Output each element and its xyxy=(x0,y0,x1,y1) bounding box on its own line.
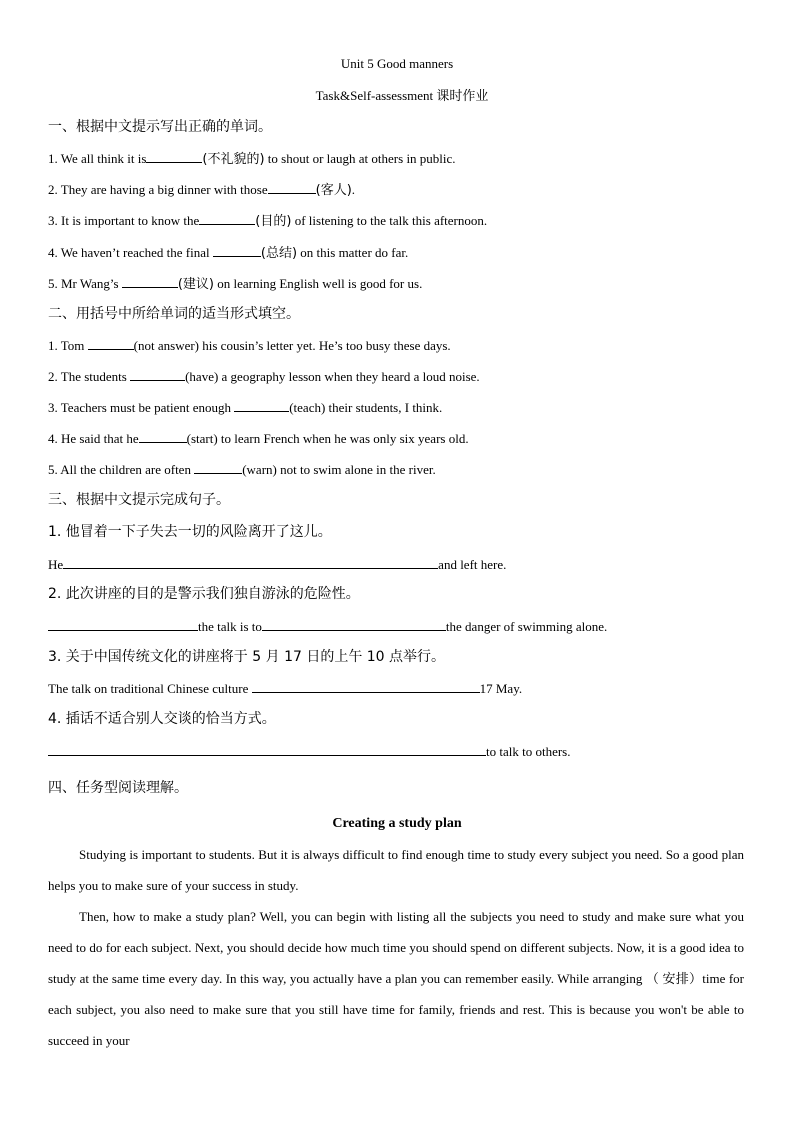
s1-item-4 xyxy=(48,243,408,263)
s1-item-5-post: on learning English well is good for us. xyxy=(213,276,423,291)
s2-item-2-post: (have) a geography lesson when they heard a loud noise. xyxy=(185,369,480,384)
s2-item-3-pre: 3. Teachers must be patient enough xyxy=(48,400,235,415)
s1-item-4-post: on this matter do far. xyxy=(297,245,409,260)
section-3-heading: 三、根据中文提示完成句子。 xyxy=(48,492,230,508)
page-title: Unit 5 Good manners xyxy=(340,56,454,71)
s3-q1-pre: He xyxy=(48,557,64,572)
s2-item-4-blank[interactable] xyxy=(139,429,187,443)
s3-q3-blank[interactable] xyxy=(252,679,480,693)
s1-item-3-blank[interactable] xyxy=(199,211,255,225)
s3-q4-chinese: 4. 插话不适合别人交谈的恰当方式。 xyxy=(48,711,276,727)
s1-item-3-hint: (目的) xyxy=(255,214,292,229)
s2-item-3-blank[interactable] xyxy=(234,398,289,412)
s3-q1-post: and left here. xyxy=(438,557,507,572)
s1-item-3 xyxy=(48,211,487,231)
s1-item-4-pre: 4. We haven’t reached the final xyxy=(48,245,213,260)
s3-q2-blank-1[interactable] xyxy=(48,617,198,631)
s2-item-2-blank[interactable] xyxy=(130,367,185,381)
s3-q4-blank[interactable] xyxy=(48,742,486,756)
s1-item-4-blank[interactable] xyxy=(213,243,261,257)
s1-item-2 xyxy=(48,180,355,200)
s3-q1-blank[interactable] xyxy=(63,555,438,569)
section-2-heading: 二、用括号中所给单词的适当形式填空。 xyxy=(48,306,300,322)
s1-item-3-post: of listening to the talk this afternoon. xyxy=(291,213,488,228)
s3-q4-answer xyxy=(48,742,571,761)
s3-q2-chinese: 2. 此次讲座的目的是警示我们独自游泳的危险性。 xyxy=(48,586,360,602)
s3-q3-pre: The talk on traditional Chinese culture xyxy=(48,681,252,696)
s1-item-5 xyxy=(48,274,422,294)
s2-item-5-post: (warn) not to swim alone in the river. xyxy=(242,462,436,477)
s1-item-4-hint: (总结) xyxy=(260,246,298,261)
s1-item-1-pre: 1. We all think it is xyxy=(48,151,147,166)
s2-item-1 xyxy=(48,336,451,355)
s3-q3-post: 17 May. xyxy=(479,681,523,696)
section-4-heading: 四、任务型阅读理解。 xyxy=(48,780,188,796)
s1-item-1-blank[interactable] xyxy=(146,149,202,163)
s2-item-1-pre: 1. Tom xyxy=(48,338,88,353)
s3-q1-answer xyxy=(48,555,506,574)
page-subtitle xyxy=(0,87,794,105)
s1-item-2-hint: (客人) xyxy=(315,183,352,198)
s1-item-3-pre: 3. It is important to know the xyxy=(48,213,200,228)
section-1-heading: 一、根据中文提示写出正确的单词。 xyxy=(48,119,272,135)
s2-item-1-blank[interactable] xyxy=(88,336,134,350)
s3-q3-answer xyxy=(48,679,522,698)
s1-item-5-pre: 5. Mr Wang’s xyxy=(48,276,122,291)
s2-item-5-pre: 5. All the children are often xyxy=(48,462,195,477)
reading-paragraph-1: Studying is important to students. But it is always difficult to find enough time to study every subject you need. So a good plan helps you to make sure of your success in study. xyxy=(48,847,744,893)
s3-q2-blank-2[interactable] xyxy=(262,617,446,631)
s1-item-2-blank[interactable] xyxy=(268,180,316,194)
s1-item-5-hint: (建议) xyxy=(177,277,214,292)
reading-title: Creating a study plan xyxy=(332,816,462,831)
s2-item-4 xyxy=(48,429,469,448)
s2-item-4-post: (start) to learn French when he was only six years old. xyxy=(186,431,469,446)
s2-item-4-pre: 4. He said that he xyxy=(48,431,139,446)
s1-item-5-blank[interactable] xyxy=(122,274,178,288)
s2-item-2 xyxy=(48,367,480,386)
s1-item-2-post: . xyxy=(351,182,356,197)
s3-q2-post: the danger of swimming alone. xyxy=(445,619,608,634)
s2-item-3-post: (teach) their students, I think. xyxy=(289,400,443,415)
s3-q2-mid: the talk is to xyxy=(198,619,262,634)
s1-item-1 xyxy=(48,149,456,169)
page-subtitle-text: Task&Self-assessment 课时作业 xyxy=(315,88,489,103)
s2-item-1-post: (not answer) his cousin’s letter yet. He’s too busy these days. xyxy=(133,338,451,353)
s3-q2-answer xyxy=(48,617,607,636)
s3-q4-post: to talk to others. xyxy=(486,744,571,759)
s1-item-1-hint: (不礼貌的) xyxy=(202,152,265,167)
s2-item-5-blank[interactable] xyxy=(194,460,242,474)
s1-item-2-pre: 2. They are having a big dinner with those xyxy=(48,182,268,197)
reading-paragraph-2: Then, how to make a study plan? Well, you can begin with listing all the subjects you need to study and make sure what you need to do for each subject. Next, you should decide how much time you should spend on different subjects. Now, it is a good idea to study at the same time every day. In this way, you actually have a plan you can remember easily. While arranging （ 安排）time for each subject, you also need to make sure that you still have time for family, friends and rest. This is because you won't be able to succeed in your xyxy=(48,909,744,1048)
s2-item-2-pre: 2. The students xyxy=(48,369,131,384)
s2-item-5 xyxy=(48,460,436,479)
s3-q3-chinese: 3. 关于中国传统文化的讲座将于 5 月 17 日的上午 10 点举行。 xyxy=(48,649,446,665)
s1-item-1-post: to shout or laugh at others in public. xyxy=(264,151,456,166)
s2-item-3 xyxy=(48,398,442,417)
s3-q1-chinese: 1. 他冒着一下子失去一切的风险离开了这儿。 xyxy=(48,524,332,540)
